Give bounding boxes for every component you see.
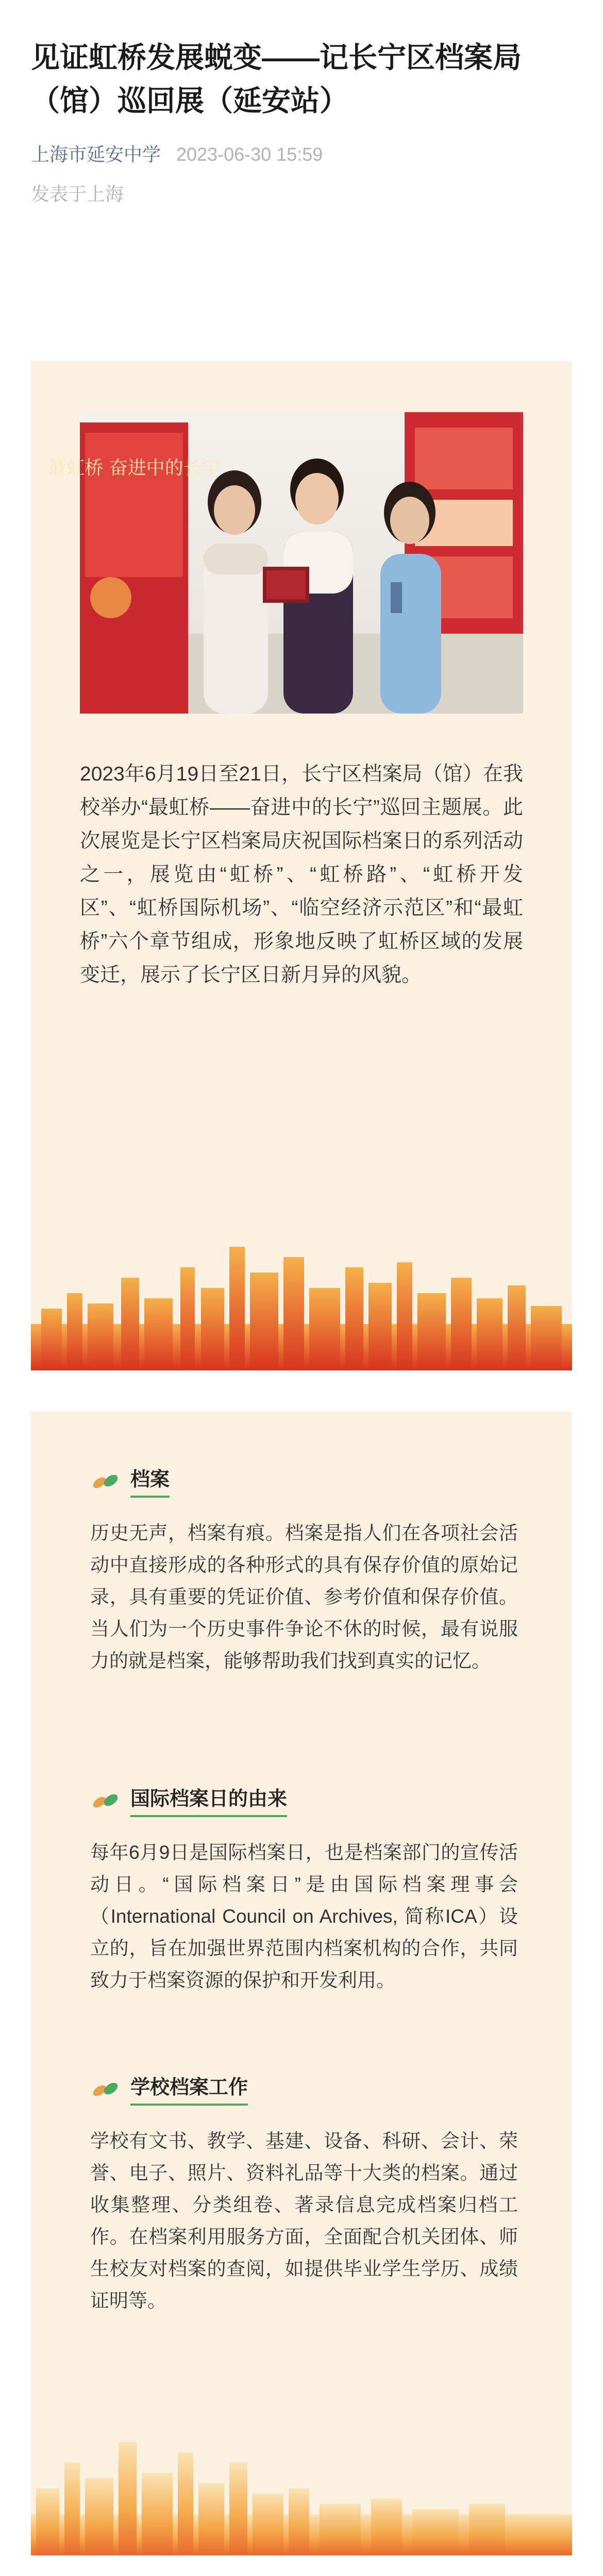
section-title: 国际档案日的由来 (130, 1783, 287, 1817)
section-header (90, 1463, 518, 1498)
article-title: 见证虹桥发展蜕变——记长宁区档案局（馆）巡回展（延安站） (31, 41, 522, 117)
section-school-archives (90, 2071, 518, 2317)
intro-paragraph: 2023年6月19日至21日，长宁区档案局（馆）在我校举办“最虹桥——奋进中的长宁”巡回主题展。此次展览是长宁区档案局庆祝国际档案日的系列活动之一，展览由“虹桥”、“虹桥路”、“虹桥开发区”、“虹桥国际机场”、“临空经济示范区”和“最虹桥”六个章节组成，形象地反映了虹桥区域的发展变迁，展示了长宁区日新月异的风貌。 (80, 763, 523, 986)
skyline-illustration (31, 1216, 572, 1370)
article-meta (31, 140, 572, 166)
section-header (90, 2071, 518, 2106)
section-header (90, 1783, 518, 1817)
event-photo-illustration (47, 412, 523, 714)
event-photo[interactable] (47, 412, 523, 714)
section-body: 历史无声，档案有痕。档案是指人们在各项社会活动中直接形成的各种形式的具有保存价值的原始记录，具有重要的凭证价值、参考价值和保存价值。当人们为一个历史事件争论不休的时候，最有说服力的就是档案，能够帮助我们找到真实的记忆。 (90, 1522, 518, 1671)
publish-location: 发表于上海 (31, 183, 124, 205)
intro-card (31, 361, 572, 1370)
leaf-icon (90, 2078, 121, 2099)
leaf-icon (90, 1790, 121, 1810)
section-archives-day (90, 1783, 518, 1996)
info-card (31, 1412, 572, 2555)
section-body: 学校有文书、教学、基建、设备、科研、会计、荣誉、电子、照片、资料礼品等十大类的档案。通过收集整理、分类组卷、著录信息完成档案归档工作。在档案利用服务方面，全面配合机关团体、师生校友对档案的查阅，如提供毕业学生学历、成绩证明等。 (90, 2130, 518, 2311)
author-link[interactable]: 上海市延安中学 (31, 144, 161, 165)
section-title: 学校档案工作 (130, 2071, 248, 2106)
leaf-icon (90, 1470, 121, 1491)
section-title: 档案 (130, 1463, 170, 1498)
section-body: 每年6月9日是国际档案日，也是档案部门的宣传活动日。“国际档案日”是由国际档案理事会（International Council on Archives, 简称ICA）设立的，旨在加强世界范围内档案机构的合作，共同致力于档案资源的保护和开发利用。 (90, 1842, 518, 1991)
skyline-illustration (31, 2385, 572, 2555)
photo-banner-text: 最虹桥 奋进中的长宁 (47, 457, 221, 479)
publish-date: 2023-06-30 15:59 (176, 144, 323, 165)
article-header (0, 0, 603, 206)
section-archives (90, 1463, 518, 1677)
